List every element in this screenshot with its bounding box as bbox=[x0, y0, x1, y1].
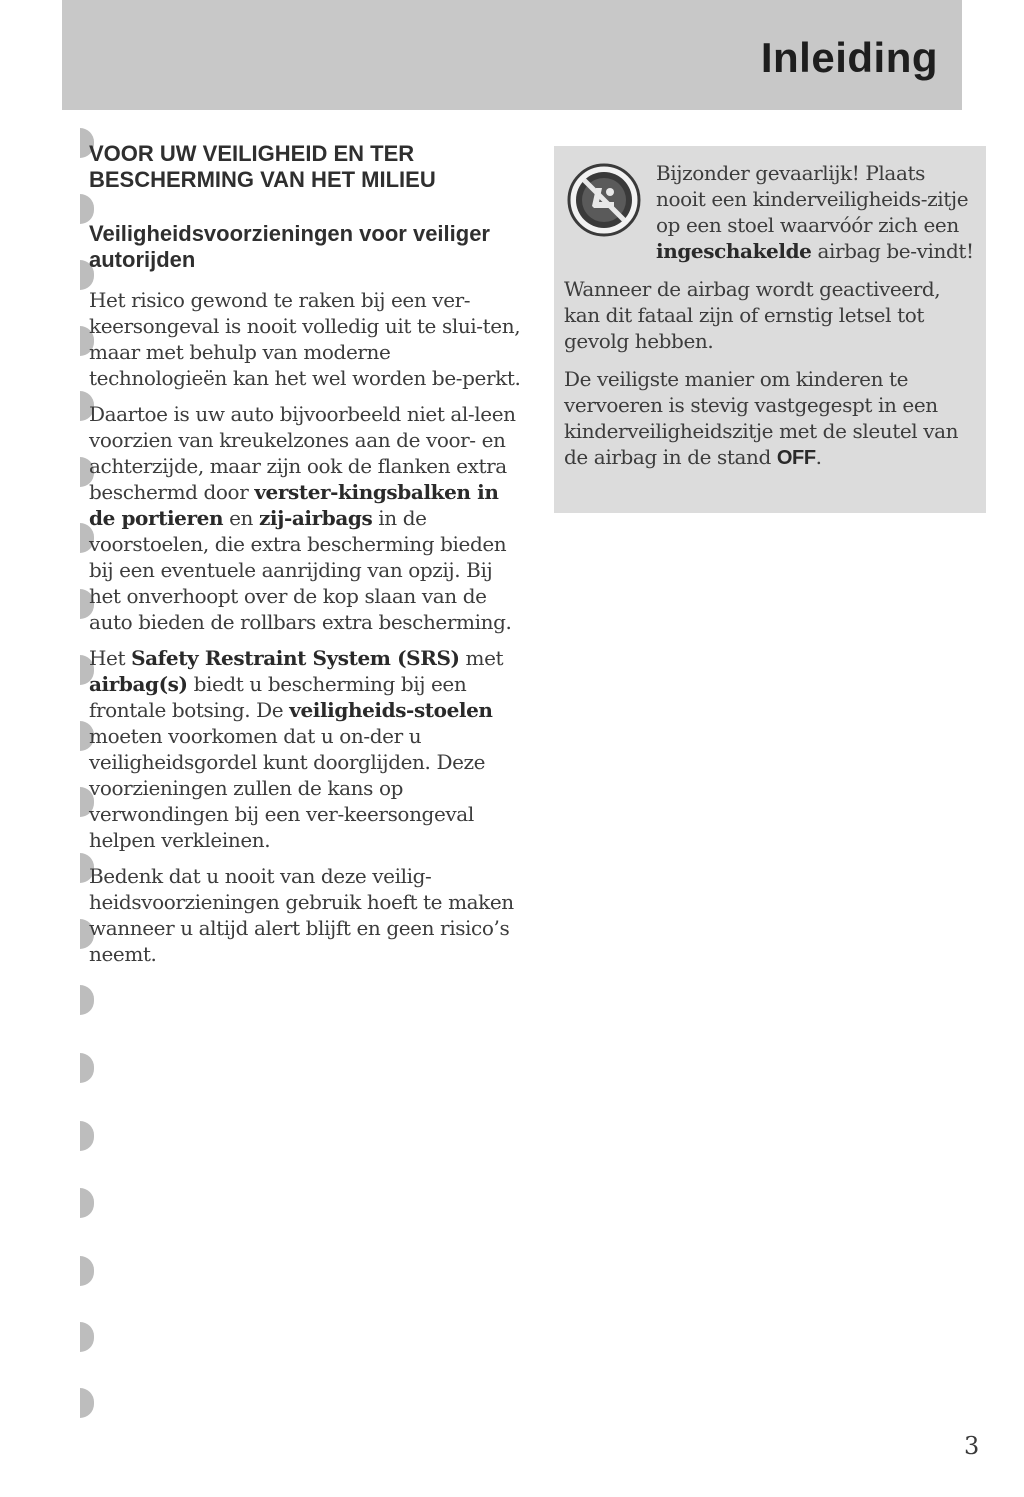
warning-danger-text: Bijzonder gevaarlijk! Plaats nooit een kinderveiligheids-zitje op een stoel waarvóór zich een ingeschakelde airbag be-vindt! bbox=[656, 161, 974, 263]
left-column bbox=[89, 141, 529, 977]
paragraph-srs: Het Safety Restraint System (SRS) met airbag(s) biedt u bescherming bij een frontale botsing. De veiligheids-stoelen moeten voorkomen dat u on-der u veiligheidsgordel kunt doorglijden. Deze voorzieningen zullen de kans op verwondingen bij een ver-keersongeval helpen verkleinen. bbox=[89, 646, 504, 852]
margin-marker bbox=[80, 1053, 94, 1083]
chapter-header bbox=[62, 0, 962, 110]
margin-marker bbox=[80, 1322, 94, 1352]
paragraph-risk: Het risico gewond te raken bij een ver-keersongeval is nooit volledig uit te slui-ten, maar met behulp van moderne technologieën kan het wel worden be-perkt. bbox=[89, 288, 521, 390]
sub-heading: Veiligheidsvoorzieningen voor veiliger autorijden bbox=[89, 221, 490, 272]
margin-marker bbox=[80, 1188, 94, 1218]
margin-marker bbox=[80, 1256, 94, 1286]
warning-box bbox=[554, 146, 986, 513]
section-heading: VOOR UW VEILIGHEID EN TER BESCHERMING VAN HET MILIEU bbox=[89, 141, 436, 192]
paragraph-alert: Bedenk dat u nooit van deze veilig-heidsvoorzieningen gebruik hoeft te maken wanneer u altijd alert blijft en geen risico’s neemt. bbox=[89, 864, 514, 966]
paragraph-crumple-zones: Daartoe is uw auto bijvoorbeeld niet al-leen voorzien van kreukelzones aan de voor- en achterzijde, maar zijn ook de flanken extra beschermd door verster-kingsbalken in de portieren en zij-airbags in de voorstoelen, die extra bescherming bieden bij een eventuele aanrijding van opzij. Bij het onverhoopt over de kop slaan van de auto bieden de rollbars extra bescherming. bbox=[89, 402, 516, 634]
chapter-title: Inleiding bbox=[760, 34, 938, 81]
no-child-seat-icon bbox=[566, 162, 642, 238]
margin-marker bbox=[80, 985, 94, 1015]
warning-fatal-text: Wanneer de airbag wordt geactiveerd, kan dit fataal zijn of ernstig letsel tot gevolg hebben. bbox=[564, 277, 941, 353]
warning-safest-text: De veiligste manier om kinderen te vervoeren is stevig vastgegespt in een kinderveiligheidszitje met de sleutel van de airbag in de stand OFF. bbox=[564, 367, 959, 469]
margin-marker bbox=[80, 1388, 94, 1418]
page-number: 3 bbox=[964, 1432, 980, 1460]
margin-marker bbox=[80, 1121, 94, 1151]
